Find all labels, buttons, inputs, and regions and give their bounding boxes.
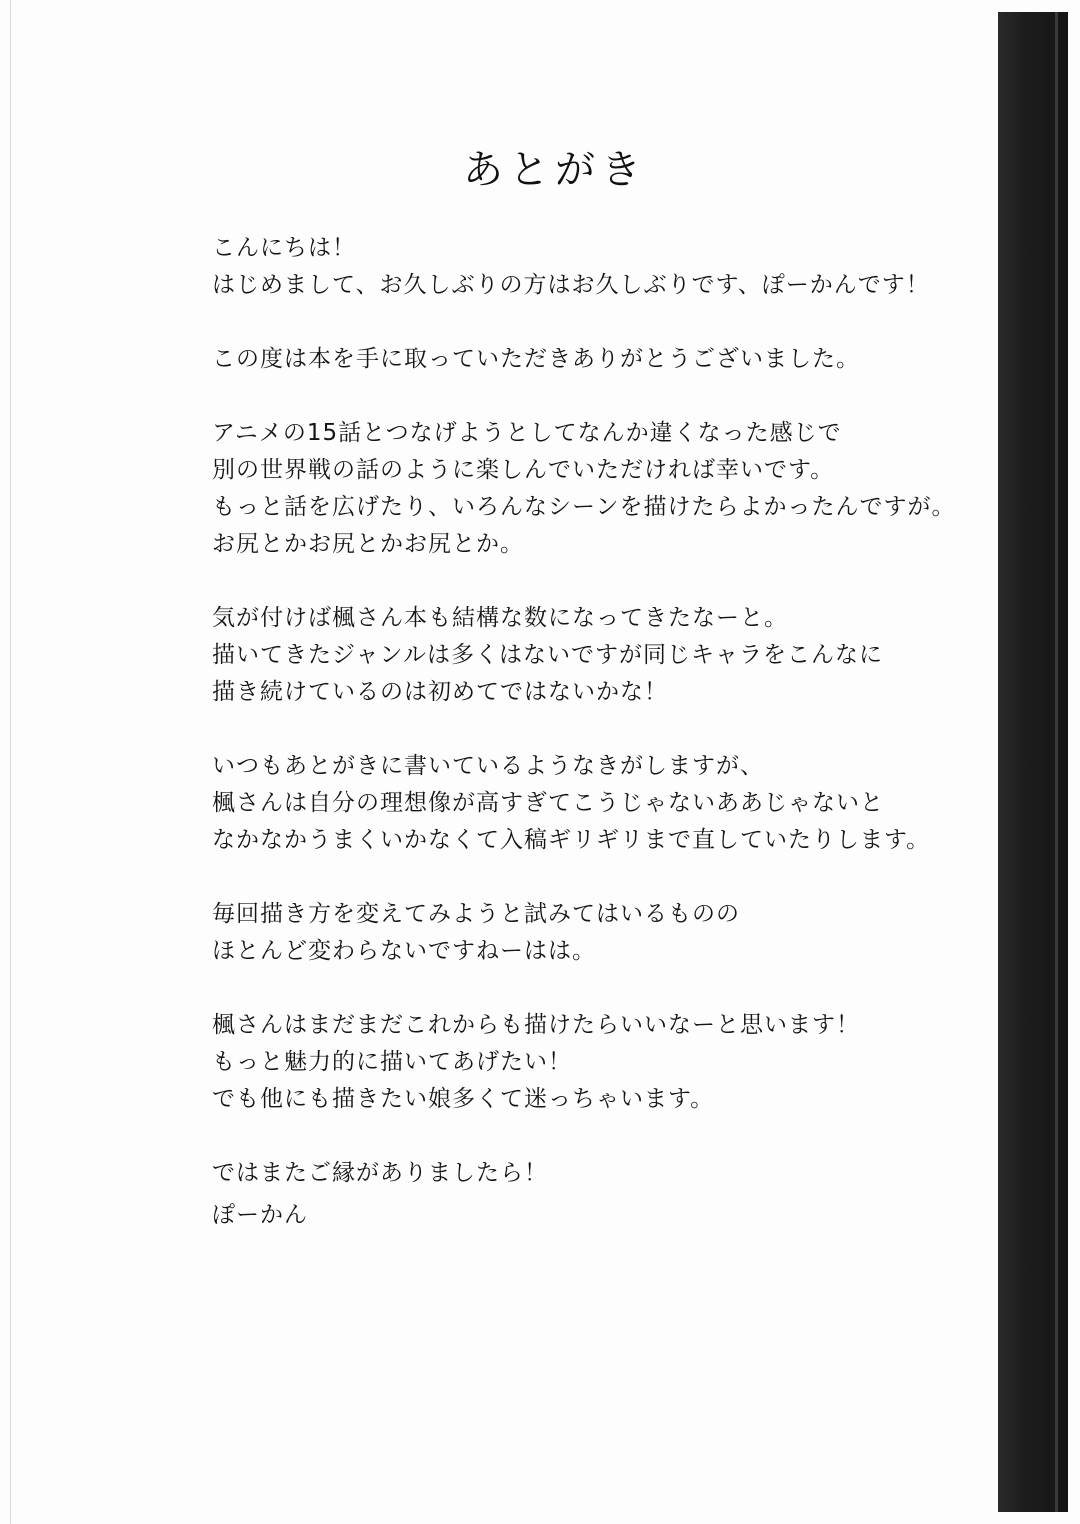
text-line: いつもあとがきに書いているようなきがしますが、 <box>212 753 764 779</box>
text-line: 描き続けているのは初めてではないかな！ <box>212 679 668 705</box>
paragraph <box>212 415 972 563</box>
text-line: お尻とかお尻とかお尻とか。 <box>212 531 524 557</box>
paragraph <box>212 1155 972 1192</box>
text-line: もっと話を広げたり、いろんなシーンを描けたらよかったんですが。 <box>212 494 956 520</box>
author-signature: ぽーかん <box>212 1202 308 1228</box>
text-line: でも他にも描きたい娘多くて迷っちゃいます。 <box>212 1086 715 1112</box>
paragraph <box>212 748 972 859</box>
page-left-edge <box>10 0 11 1524</box>
text-line: 楓さんはまだまだこれからも描けたらいいなーと思います！ <box>212 1012 860 1038</box>
page-title: あとがき <box>463 147 647 193</box>
text-line: 毎回描き方を変えてみようと試みてはいるものの <box>212 901 740 927</box>
text-line: 別の世界戦の話のように楽しんでいただければ幸いです。 <box>212 457 835 483</box>
book-spine-highlight <box>1055 12 1058 1512</box>
paragraph <box>212 1007 972 1118</box>
paragraph <box>212 896 972 970</box>
text-line: アニメの15話とつなげようとしてなんか違くなった感じで <box>212 420 842 446</box>
text-line: ほとんど変わらないですねーはは。 <box>212 938 596 964</box>
afterword-body <box>212 230 972 1229</box>
text-line: 気が付けば楓さん本も結構な数になってきたなーと。 <box>212 605 788 631</box>
paragraph <box>212 230 972 304</box>
text-line: ではまたご縁がありましたら！ <box>212 1160 548 1186</box>
paragraph <box>212 600 972 711</box>
paragraph <box>212 341 972 378</box>
text-line: 描いてきたジャンルは多くはないですが同じキャラをこんなに <box>212 642 883 668</box>
text-line: 楓さんは自分の理想像が高すぎてこうじゃないああじゃないと <box>212 790 884 816</box>
text-line: この度は本を手に取っていただきありがとうございました。 <box>212 346 860 372</box>
text-line: もっと魅力的に描いてあげたい！ <box>212 1049 572 1075</box>
text-line: こんにちは！ <box>212 235 356 261</box>
text-line: なかなかうまくいかなくて入稿ギリギリまで直していたりします。 <box>212 827 931 853</box>
text-line: はじめまして、お久しぶりの方はお久しぶりです、ぽーかんです！ <box>212 272 930 298</box>
